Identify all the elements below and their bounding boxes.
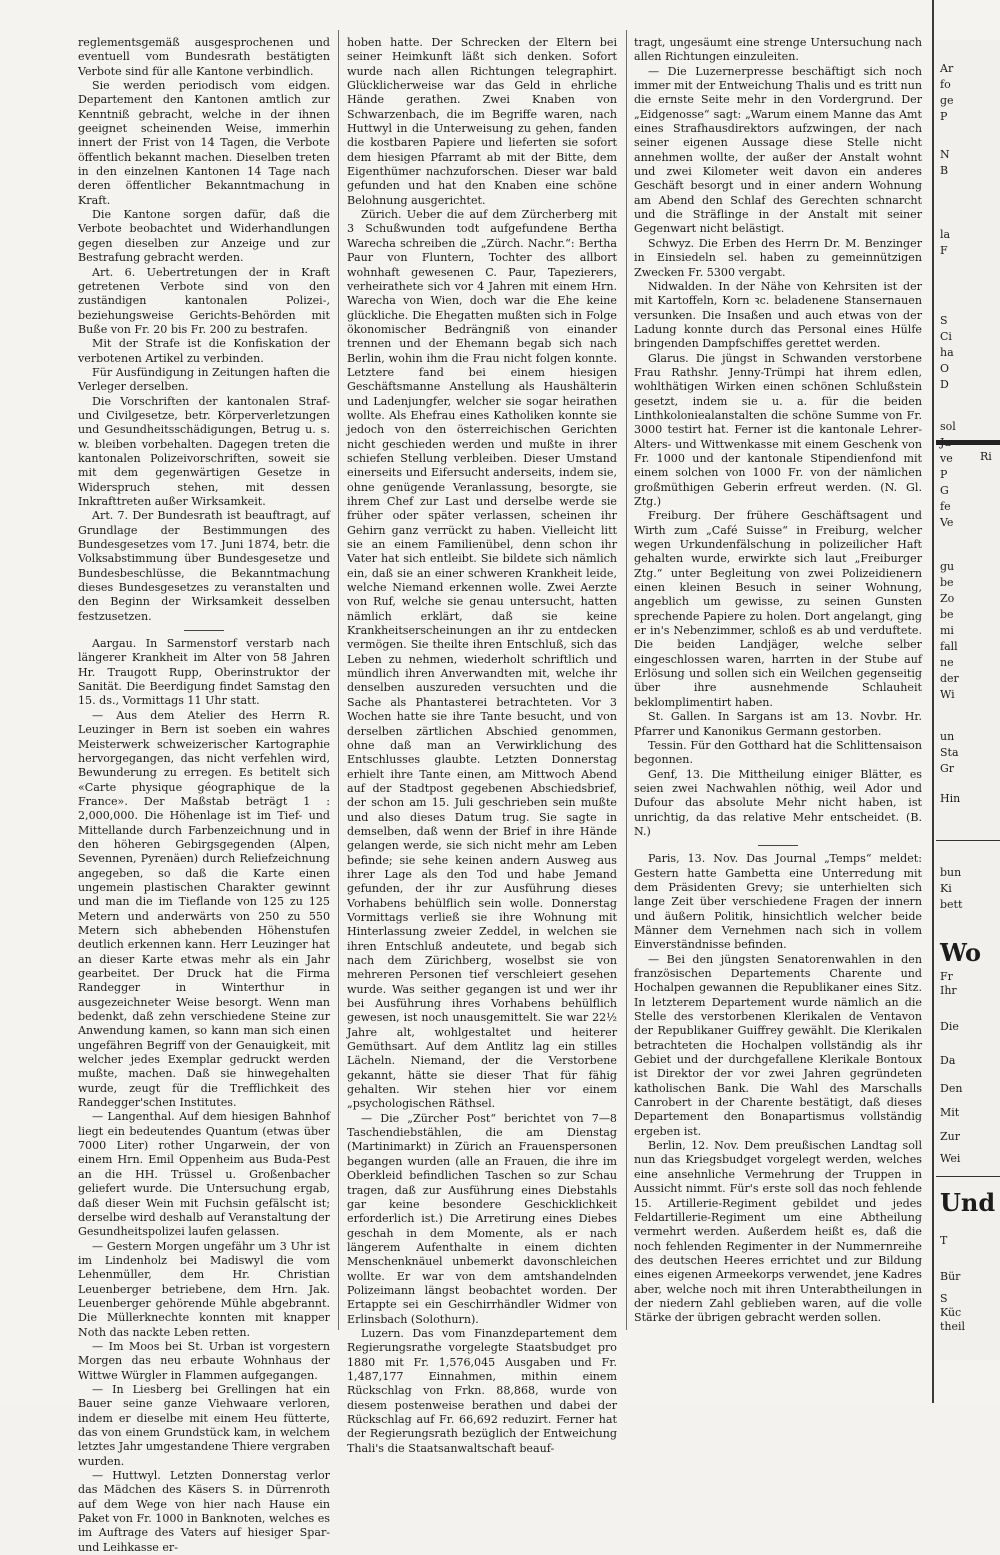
news-item: — Die „Zürcher Post“ berichtet von 7—8 Taschendiebstählen, die am Dienstag (Martinimarkt) in Zürich an Frauenspersonen begangen wurden (alle an Frauen, die ihre im Oberkleid befindlichen Taschen so zur Schau tragen, daß zur Ausführung eines Diebstahls gar keine besondere Geschicklichkeit erforderlich ist.) Die Arretirung eines Diebes geschah in dem Momente, als er nach längerem Aufenthalte in einem dichten Menschenknäuel unbemerkt davonschleichen wollte. Er war von dem amtshandelnden Polizeimann längst beobachtet worden. Der Ertappte sei ein Geschirrhändler Widmer von Erlinsbach (Solothurn). — [347, 1111, 617, 1326]
edge-fragment: Ar — [940, 62, 954, 75]
edge-fragment: fall — [940, 640, 958, 653]
column-3 — [634, 36, 922, 1326]
edge-fragment: Ri — [980, 450, 992, 463]
page-edge-divider — [932, 0, 934, 1403]
edge-rule — [936, 1176, 1000, 1177]
news-item: — In Liesberg bei Grellingen hat ein Bauer seine ganze Viehwaare verloren, indem er dieselbe mit einem Heu fütterte, das von einem Grundstück kam, in welchem letztes Jahr umgestandene Thiere vergraben wurden. — [78, 1382, 330, 1468]
edge-fragment: Den — [940, 1082, 963, 1095]
edge-fragment: un — [940, 730, 955, 743]
news-item: — Huttwyl. Letzten Donnerstag verlor das Mädchen des Käsers S. in Dürrenroth auf dem Wege von hier nach Hause ein Paket von Fr. 1000 in Banknoten, welches es im Auftrage des Vaters auf hiesiger Spar- und Leihkasse er- — [78, 1469, 330, 1554]
edge-fragment: B — [940, 164, 949, 177]
column-1 — [78, 36, 330, 1554]
column-divider — [338, 30, 339, 1330]
column-divider — [626, 30, 627, 1330]
edge-fragment: Küc — [940, 1306, 962, 1319]
edge-rule — [936, 440, 1000, 445]
edge-fragment: Gr — [940, 762, 955, 775]
article-paragraph: Die Kantone sorgen dafür, daß die Verbote beobachtet und Widerhandlungen gegen dieselben zur Anzeige und zur Bestrafung gebracht werden. — [78, 208, 330, 265]
edge-fragment: Fr — [940, 970, 953, 983]
edge-fragment: Ve — [940, 516, 954, 529]
edge-fragment: theil — [940, 1320, 966, 1333]
news-item-st-gallen: St. Gallen. In Sargans ist am 13. Novbr. Hr. Pfarrer und Kanonikus Germann gestorben. — [634, 710, 922, 738]
article-paragraph: Mit der Strafe ist die Konfiskation der verbotenen Artikel zu verbinden. — [78, 337, 330, 365]
edge-fragment: Bür — [940, 1270, 961, 1283]
edge-fragment: Sta — [940, 746, 959, 759]
news-item-luzern: Luzern. Das vom Finanzdepartement dem Regierungsrathe vorgelegte Staatsbudget pro 1880 mit Fr. 1,576,045 Ausgaben und Fr. 1,487,177 Einnahmen, mithin einem Rückschlag von Frkn. 88,868, wurde von diesem postenweise berathen und dabei der Rückschlag auf Fr. 66,692 reduzirt. Ferner hat der Regierungsrath bezüglich der Entweichung Thali's die Staatsanwaltschaft beauf- — [347, 1326, 617, 1455]
edge-fragment: P — [940, 110, 948, 123]
news-item-freiburg: Freiburg. Der frühere Geschäftsagent und Wirth zum „Café Suisse“ in Freiburg, welcher wegen Urkundenfälschung in polizeilicher Haft gehalten wurde, erwirkte sich laut „Freiburger Ztg.“ unter Begleitung von zwei Polizeidienern einen kleinen Besuch in seiner Wohnung, angeblich um gewisse, zu seinen Gunsten sprechende Papiere zu holen. Dort angelangt, ging er in's Nebenzimmer, schloß es ab und verduftete. Die beiden Landjäger, welche selber eingeschlossen waren, harrten in der Stube auf Erlösung und sollen sich ein Weilchen gegenseitig über ihre ausnehmende Schlauheit beklomplimentirt haben. — [634, 509, 922, 709]
edge-fragment: ha — [940, 346, 954, 359]
news-item-genf: Genf, 13. Die Mittheilung einiger Blätter, es seien zwei Nachwahlen nöthig, weil Ador und Dufour das absolute Mehr nicht haben, ist unrichtig, da das relative Mehr entscheidet. (B. N.) — [634, 767, 922, 838]
edge-fragment: sol — [940, 420, 956, 433]
edge-fragment: der — [940, 672, 959, 685]
news-item-zuerich: Zürich. Ueber die auf dem Zürcherberg mit 3 Schußwunden todt aufgefundene Bertha Warecha schreiben die „Zürch. Nachr.“: Bertha Paur von Fluntern, Tochter des allbort wohnhaft gewesenen C. Paur, Tapezierers, verheirathete sich vor 4 Jahren mit einem Hrn. Warecha von Wien, doch war die Ehe keine glückliche. Die Ehegatten mußten sich in Folge ökonomischer Bedrängniß von einander trennen und der Ehemann begab sich nach Berlin, wohin ihm die Frau nicht folgen konnte. Letztere fand bei einem hiesigen Geschäftsmanne Anstellung als Haushälterin und Ladenjungfer, welcher sie sogar heirathen wollte. Als Ehefrau eines Katholiken konnte sie jedoch von den österreichischen Gerichten nicht geschieden werden und mußte in ihrer schiefen Stellung verbleiben. Dieser Umstand einerseits und Eifersucht anderseits, indem sie, ohne genügende Veranlassung, besorgte, sie ihrem Chef zur Last und derselbe werde sie früher oder später verlassen, scheinen ihr Gehirn ganz verrückt zu haben. Vielleicht litt sie an einem Familienübel, denn schon ihr Vater hat sich entleibt. Sie bildete sich nämlich ein, daß sie an einer schweren Krankheit leide, welche Niemand erkennen wolle. Zwei Aerzte von Ruf, welche sie genau untersucht, hatten nämlich erklärt, daß sie keine Krankheitserscheinungen an ihr zu entdecken vermögen. Sie theilte ihren Entschluß, sich das Leben zu nehmen, wiederholt schriftlich und mündlich ihren Anverwandten mit, welche ihr denselben auszureden versuchten und die Sache als Phantasterei betrachteten. Vor 3 Wochen hatte sie ihre Tante besucht, und von derselben zärtlichen Abschied genommen, ohne daß man an Verwirklichung des Entschlusses glaubte. Letzten Donnerstag erhielt ihre Tante einen, am Mittwoch Abend auf der Stadtpost gegebenen Abschiedsbrief, der schon am 15. Juli geschrieben sein mußte und also dieses Datum trug. Sie sagte in demselben, daß wenn der Brief in ihre Hände gelangen werde, sie sich nicht mehr am Leben befinde; sie sehe keinen andern Ausweg aus ihrer Lage als den Tod und habe Jemand gefunden, der ihr zur Ausführung dieses Vorhabens behülflich sein wolle. Donnerstag Vormittags verließ sie ihre Wohnung mit Hinterlassung zweier Zeddel, in welchen sie ihren Entschluß andeutete, und begab sich nach dem Zürichberg, woselbst sie von mehreren Personen tief verschleiert gesehen wurde. Was seither gegangen ist und wer ihr bei Ausführung ihres Vorhabens behülflich gewesen, ist noch unausgemittelt. Sie war 22½ Jahre alt, wohlgestaltet und heiterer Gemüthsart. Auf dem Antlitz lag ein stilles Lächeln. Niemand, der die Verstorbene gekannt, hätte sie dieser That für fähig gehalten. Wir stehen hier vor einem „psychologischen Räthsel. — [347, 208, 617, 1111]
edge-fragment: bett — [940, 898, 963, 911]
edge-fragment: ge — [940, 94, 954, 107]
adjacent-page-edge — [936, 40, 1000, 1360]
edge-fragment: T — [940, 1234, 948, 1247]
edge-fragment: Ja — [940, 436, 951, 449]
edge-fragment: Mit — [940, 1106, 960, 1119]
article-paragraph: hoben hatte. Der Schrecken der Eltern bei seiner Heimkunft läßt sich denken. Sofort wurde nach allen Richtungen telegraphirt. Glücklicherweise war das Geld in ehrliche Hände gerathen. Zwei Knaben von Schwarzenbach, die im Begriffe waren, nach Huttwyl in die Unterweisung zu gehen, fanden die kostbaren Papiere und lieferten sie sofort dem hiesigen Pfarramt ab mit der Bitte, dem Eigenthümer nachzuforschen. Dieser war bald gefunden und hat den Knaben eine schöne Belohnung ausgerichtet. — [347, 36, 617, 207]
edge-rule — [936, 840, 1000, 841]
news-item-aargau: Aargau. In Sarmenstorf verstarb nach längerer Krankheit im Alter von 58 Jahren Hr. Traugott Rupp, Oberinstruktor der Sanität. Die Beerdigung findet Samstag den 15. ds., Vormittags 11 Uhr statt. — [78, 637, 330, 708]
news-item: — Aus dem Atelier des Herrn R. Leuzinger in Bern ist soeben ein wahres Meisterwerk schweizerischer Kartographie hervorgegangen, das nicht verfehlen wird, Bewunderung zu erregen. Es betitelt sich «Carte physique géographique de la France». Der Maßstab beträgt 1 : 2,000,000. Die Höhenlage ist im Tief- und Mittellande durch Farbenzeichnung und in den höheren Gebirgsgegenden (Alpen, Sevennen, Pyrenäen) durch Reliefzeichnung angegeben, so daß die Karte einen ungemein plastischen Charakter gewinnt und man die im Tieflande von 125 zu 125 Metern und anderwärts von 250 zu 550 Metern sich abhebenden Höhenstufen deutlich erkennen kann. Herr Leuzinger hat an dieser Karte etwas mehr als ein Jahr gearbeitet. Der Druck hat die Firma Randegger in Winterthur in ausgezeichneter Weise besorgt. Wenn man bedenkt, daß zehn verschiedene Steine zur Anwendung kamen, so kann man sich einen ungefähren Begriff von der Genauigkeit, mit welcher jedes Exemplar gedruckt werden mußte, machen. Daß sie hinwegehalten wurde, zeugt für die Trefflichkeit des Randegger'schen Institutes. — [78, 708, 330, 1110]
edge-fragment: mi — [940, 624, 954, 637]
news-item-tessin: Tessin. Für den Gotthard hat die Schlittensaison begonnen. — [634, 738, 922, 767]
news-item-paris: Paris, 13. Nov. Das Journal „Temps“ meldet: Gestern hatte Gambetta eine Unterredung mit dem Präsidenten Grevy; sie unterhielten sich lange Zeit über verschiedene Fragen der innern und äußern Politik, hinsichtlich welcher beide Männer dem Vernehmen nach sich in vollem Einverständnisse befinden. — [634, 852, 922, 952]
edge-fragment: fe — [940, 500, 951, 513]
edge-fragment: Ci — [940, 330, 952, 343]
edge-fragment: Wo — [940, 938, 982, 967]
news-item: — Die Luzernerpresse beschäftigt sich noch immer mit der Entweichung Thalis und es tritt nun die ernste Seite mehr in den Vordergrund. Der „Eidgenosse“ sagt: „Warum einem Manne das Amt eines Strafhausdirektors aufzwingen, der nach seiner eigenen Aussage diese Stelle nicht annehmen wollte, der außer der Anstalt wohnt und zwei Kilometer weit davon ein anderes Geschäft besorgt und in einer andern Wohnung am Abend den Schlaf des Gerechten schnarcht und die Sträflinge in der Anstalt mit seiner Gegenwart nicht belästigt. — [634, 64, 922, 236]
edge-fragment: N — [940, 148, 950, 161]
edge-fragment: be — [940, 576, 954, 589]
news-item: — Langenthal. Auf dem hiesigen Bahnhof liegt ein bedeutendes Quantum (etwas über 7000 Liter) rother Ungarwein, der von einem Hrn. Emil Oppenheim aus Buda-Pest an die HH. Trüssel u. Großenbacher geliefert wurde. Die Untersuchung ergab, daß dieser Wein mit Fuchsin gefälscht ist; derselbe wird deshalb auf Veranstaltung der Gesundheitspolizei laufen gelassen. — [78, 1110, 330, 1239]
section-rule — [184, 630, 224, 631]
edge-fragment: Zo — [940, 592, 955, 605]
edge-fragment: bun — [940, 866, 962, 879]
news-item: — Bei den jüngsten Senatorenwahlen in den französischen Departements Charente und Hochalpen gewannen die Republikaner eines Sitz. In letzterem Departement wurde nämlich an die Stelle des verstorbenen Klerikalen de Ventavon der Republikaner Guiffrey gewählt. Die Klerikalen betrachteten die Hochalpen vollständig als ihr Gebiet und der durchgefallene Klerikale Bontoux ist Direktor der vor zwei Jahren gegründeten katholischen Bank. Die Wahl des Marschalls Canrobert in der Charente bestätigt, daß dieses Departement den Bonapartismus vollständig ergeben ist. — [634, 952, 922, 1138]
article-paragraph: Art. 7. Der Bundesrath ist beauftragt, auf Grundlage der Bestimmungen des Bundesgesetzes vom 17. Juni 1874, betr. die Volksabstimmung über Bundesgesetze und Bundesbeschlüsse, die Bekanntmachung dieses Bundesgesetzes zu veranstalten und den Beginn der Wirksamkeit desselben festzusetzen. — [78, 509, 330, 623]
edge-fragment: Ihr — [940, 984, 957, 997]
article-paragraph: Für Ausfündigung in Zeitungen haften die Verleger derselben. — [78, 365, 330, 394]
edge-fragment: D — [940, 378, 949, 391]
news-item-glarus: Glarus. Die jüngst in Schwanden verstorbene Frau Rathshr. Jenny-Trümpi hat ihrem edlen, wohlthätigen Wirken einen schönen Schlußstein gesetzt, indem sie u. a. für die beiden Linthkoloniealanstalten die schöne Summe von Fr. 3000 testirt hat. Ferner ist die kantonale Lehrer-Alters- und Wittwenkasse mit einem Geschenk von Fr. 1000 und der kantonale Stipendienfond mit einem solchen von 1000 Fr. von der nämlichen großmüthigen Geberin erfreut werden. (N. Gl. Ztg.) — [634, 351, 922, 508]
article-paragraph: Die Vorschriften der kantonalen Straf- und Civilgesetze, betr. Körperverletzungen und Gesundheitsschädigungen, Betrug u. s. w. bleiben vorbehalten. Dagegen treten die kantonalen Polizeivorschriften, soweit sie mit dem gegenwärtigen Gesetze in Widerspruch stehen, mit dessen Inkrafttreten außer Wirksamkeit. — [78, 394, 330, 508]
news-item-berlin: Berlin, 12. Nov. Dem preußischen Landtag soll nun das Kriegsbudget vorgelegt werden, welches eine ansehnliche Vermehrung der Truppen in Aussicht nimmt. Für's erste soll das noch fehlende 15. Artillerie-Regiment gebildet und jedes Feldartillerie-Regiment um eine Abtheilung vermehrt werden. Außerdem heißt es, daß die noch fehlenden Regimenter in der Nummernreihe des deutschen Heeres errichtet und zur Bildung eines eigenen Armeekorps verwendet, jene Kadres aber, welche noch mit ihren Unterabtheilungen in der niedern Zahl geblieben waren, auf die volle Stärke der übrigen gebracht werden sollen. — [634, 1139, 922, 1325]
edge-fragment: P — [940, 468, 948, 481]
article-paragraph: tragt, ungesäumt eine strenge Untersuchung nach allen Richtungen einzuleiten. — [634, 36, 922, 64]
edge-fragment: Die — [940, 1020, 959, 1033]
edge-fragment: Da — [940, 1054, 956, 1067]
edge-fragment: F — [940, 244, 948, 257]
edge-fragment: Zur — [940, 1130, 960, 1143]
edge-fragment: Und — [940, 1188, 996, 1217]
edge-fragment: Wi — [940, 688, 955, 701]
article-paragraph: Art. 6. Uebertretungen der in Kraft getretenen Verbote sind von den zuständigen kantonalen Polizei-, beziehungsweise Gerichts-Behörden mit Buße von Fr. 20 bis Fr. 200 zu bestrafen. — [78, 265, 330, 336]
news-item: — Gestern Morgen ungefähr um 3 Uhr ist im Lindenholz bei Madiswyl die vom Lehenmüller, dem Hr. Christian Leuenberger betriebene, dem Hrn. Jak. Leuenberger gehörende Mühle abgebrannt. Die Müllerknechte konnten mit knapper Noth das nackte Leben retten. — [78, 1239, 330, 1339]
edge-fragment: la — [940, 228, 951, 241]
edge-fragment: Wei — [940, 1152, 961, 1165]
edge-fragment: be — [940, 608, 954, 621]
edge-fragment: ve — [940, 452, 953, 465]
edge-fragment: Hin — [940, 792, 961, 805]
section-rule — [758, 845, 798, 846]
news-item-nidwalden: Nidwalden. In der Nähe von Kehrsiten ist der mit Kartoffeln, Korn ꝛc. beladenene Stansernauen versunken. Die Insaßen und auch etwas von der Ladung konnte durch das Personal eines Hülfe bringenden Dampfschiffes gerettet werden. — [634, 279, 922, 351]
news-item-schwyz: Schwyz. Die Erben des Herrn Dr. M. Benzinger in Einsiedeln sel. haben zu gemeinnützigen Zwecken Fr. 5300 vergabt. — [634, 236, 922, 279]
edge-fragment: gu — [940, 560, 955, 573]
edge-fragment: S — [940, 1292, 948, 1305]
edge-fragment: ne — [940, 656, 954, 669]
article-paragraph: Sie werden periodisch vom eidgen. Departement den Kantonen amtlich zur Kenntniß gebracht, welche in der ihnen geeignet scheinenden Weise, immerhin innert der Frist von 14 Tagen, die Verbote öffentlich bekannt machen. Dieselben treten in den einzelnen Kantonen 14 Tage nach deren öffentlicher Bekanntmachung in Kraft. — [78, 79, 330, 207]
news-item: — Im Moos bei St. Urban ist vorgestern Morgen das neu erbaute Wohnhaus der Wittwe Würgler in Flammen aufgegangen. — [78, 1339, 330, 1382]
article-paragraph: reglementsgemäß ausgesprochenen und eventuell vom Bundesrath bestätigten Verbote sind für alle Kantone verbindlich. — [78, 36, 330, 78]
edge-fragment: G — [940, 484, 949, 497]
column-2 — [347, 36, 617, 1455]
edge-fragment: S — [940, 314, 948, 327]
edge-fragment: O — [940, 362, 950, 375]
edge-fragment: Ki — [940, 882, 952, 895]
edge-fragment: fo — [940, 78, 951, 91]
